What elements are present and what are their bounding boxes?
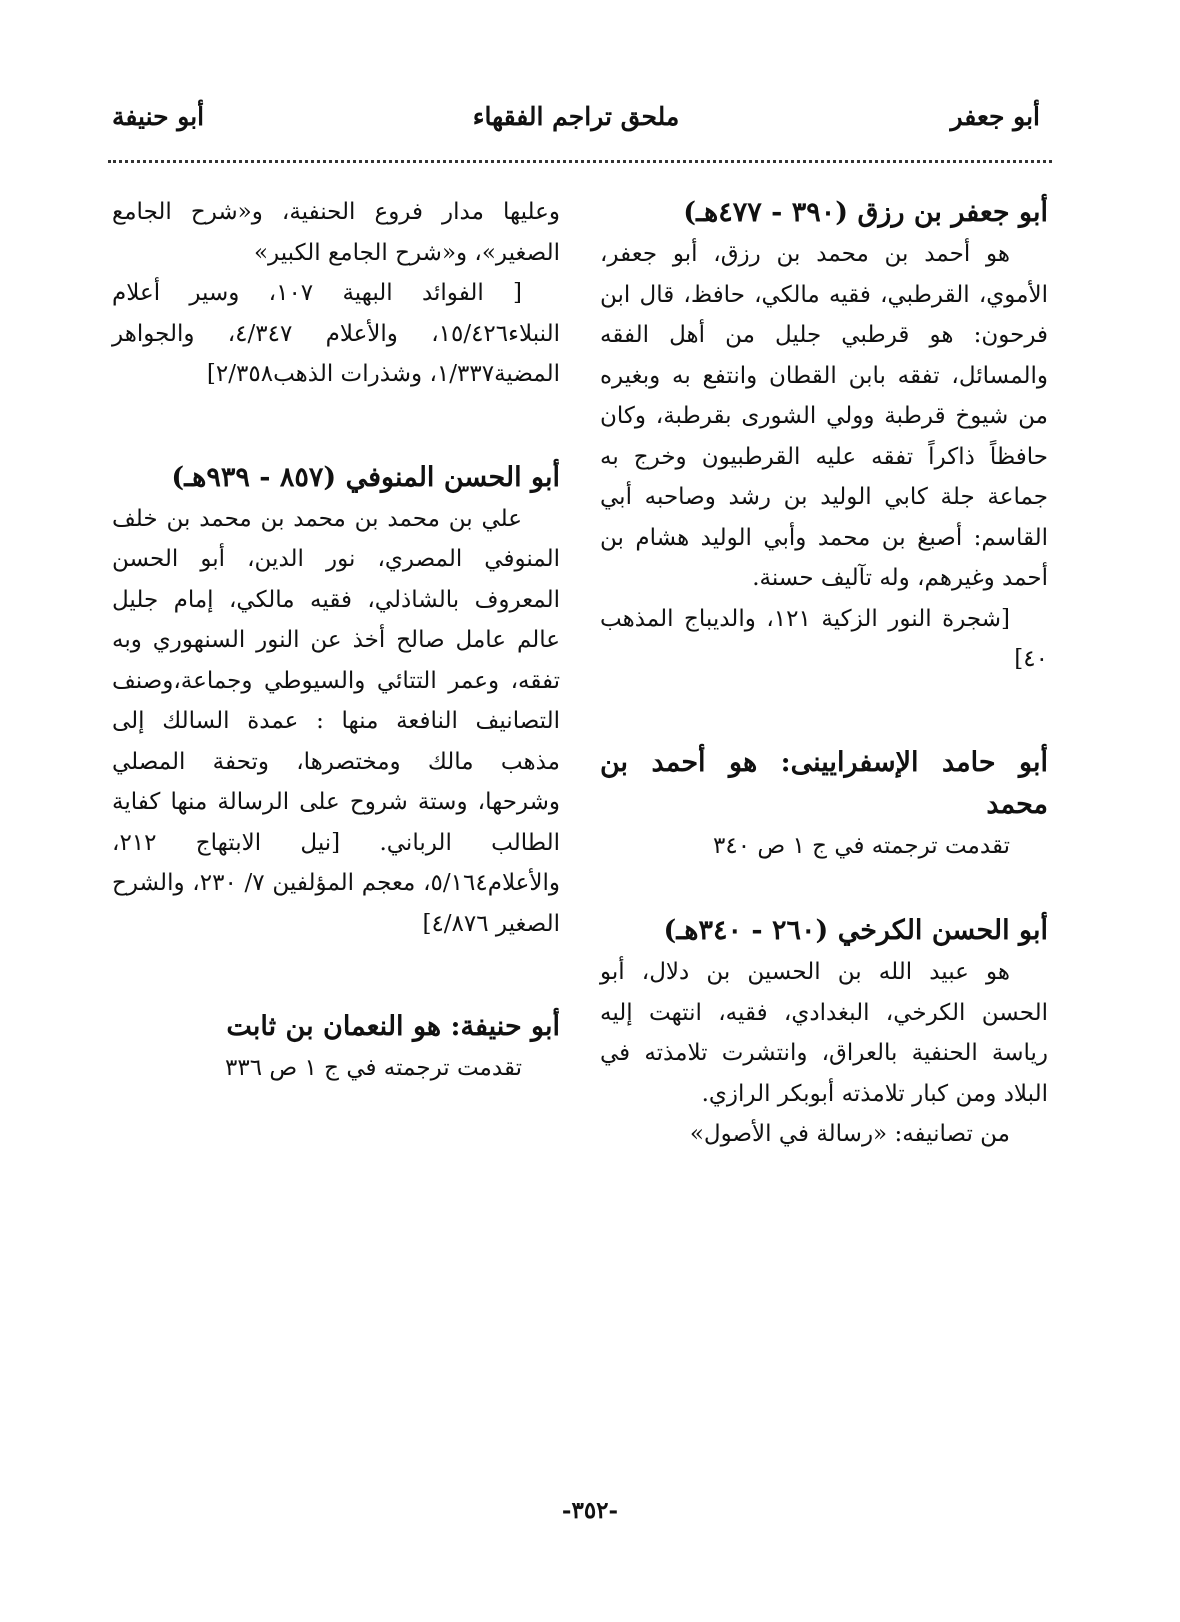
entry-sources: [ الفوائد البهية ١٠٧، وسير أعلام النبلاء١٥/٤٢٦، والأعلام ٤/٣٤٧، والجواهر المضية١/٣٣٧، وشذرات الذهب٢/٣٥٨]: [112, 280, 560, 387]
entry-body: من تصانيفه: «رسالة في الأصول»: [689, 1121, 1010, 1147]
entry-heading: أبو الحسن المنوفي (٨٥٧ - ٩٣٩هـ): [171, 461, 560, 493]
header-dotted-rule: [108, 160, 1052, 163]
entry-heading: أبو الحسن الكرخي (٢٦٠ - ٣٤٠هـ): [663, 915, 1048, 946]
header-title: ملحق تراجم الفقهاء: [472, 102, 680, 131]
entry-abu-al-hasan-al-manufi: [112, 457, 560, 945]
entry-heading: أبو حنيفة: هو النعمان بن ثابت: [226, 1011, 560, 1042]
entry-abu-hanifa: [112, 1006, 560, 1089]
entry-body: علي بن محمد بن محمد بن محمد بن خلف المنوفي المصري، نور الدين، أبو الحسن المعروف بالشاذلي، فقيه مالكي، إمام جليل عالم عامل صالح أخذ عن النور السنهوري وبه تفقه، وعمر التتائي والسيوطي وجماعة،وصنف التصانيف النافعة منها : عمدة السالك إلى مذهب مالك ومختصرها، وتحفة المصلي وشرحها، وستة شروح على الرسالة منها كفاية الطالب الرباني. [نيل الابتهاج ٢١٢، والأعلام٥/١٦٤، معجم المؤلفين ٧/ ٢٣٠، والشرح الصغير ٤/٨٧٦]: [112, 505, 561, 937]
entry-body: تقدمت ترجمته في ج ١ ص ٣٤٠: [712, 832, 1010, 859]
running-header: [112, 102, 1040, 142]
left-column: [112, 192, 560, 1089]
entry-abu-hamid: [600, 742, 1048, 867]
entry-body: هو عبيد الله بن الحسين بن دلال، أبو الحسن الكرخي، البغدادي، فقيه، انتهت إليه رياسة الحنفية بالعراق، وانتشرت تلامذته في البلاد ومن كبار تلامذته أبوبكر الرازي.: [600, 959, 1048, 1107]
entry-spacer: [600, 866, 1048, 910]
page-number: -٣٥٢-: [561, 1497, 619, 1524]
entry-sources: [شجرة النور الزكية ١٢١، والديباج المذهب ٤٠]: [600, 605, 1048, 672]
entry-abu-al-hasan-al-karkhi: [600, 910, 1048, 1155]
header-last-entry: أبو حنيفة: [112, 102, 205, 131]
header-first-entry: أبو جعفر: [950, 102, 1040, 131]
entry-abu-jafar: [600, 192, 1048, 680]
entry-heading: أبو جعفر بن رزق (٣٩٠ - ٤٧٧هـ): [683, 197, 1048, 228]
entry-body: هو أحمد بن محمد بن رزق، أبو جعفر، الأموي، القرطبي، فقيه مالكي، حافظ، قال ابن فرحون: هو قرطبي جليل من أهل الفقه والمسائل، تفقه بابن القطان وانتفع به وبغيره من شيوخ قرطبة وولي الشورى بقرطبة، وكان حافظاً ذاكراً تفقه عليه القرطبيون وخرج به جماعة جلة كابي الوليد بن رشد وصاحبه أبي القاسم: أصبغ بن محمد وأبي الوليد هشام بن أحمد وغيرهم، وله تآليف حسنة.: [600, 241, 1048, 591]
entry-continuation: [112, 192, 560, 395]
entry-spacer: [112, 395, 560, 457]
entry-body: تقدمت ترجمته في ج ١ ص ٣٣٦: [224, 1055, 522, 1081]
entry-spacer: [112, 944, 560, 1006]
entry-spacer: [600, 680, 1048, 742]
entry-heading: أبو حامد الإسفرايينى: هو أحمد بن محمد: [600, 746, 1048, 820]
right-column: [600, 192, 1048, 1155]
entry-body: وعليها مدار فروع الحنفية، و«شرح الجامع الصغير»، و«شرح الجامع الكبير»: [112, 199, 560, 266]
